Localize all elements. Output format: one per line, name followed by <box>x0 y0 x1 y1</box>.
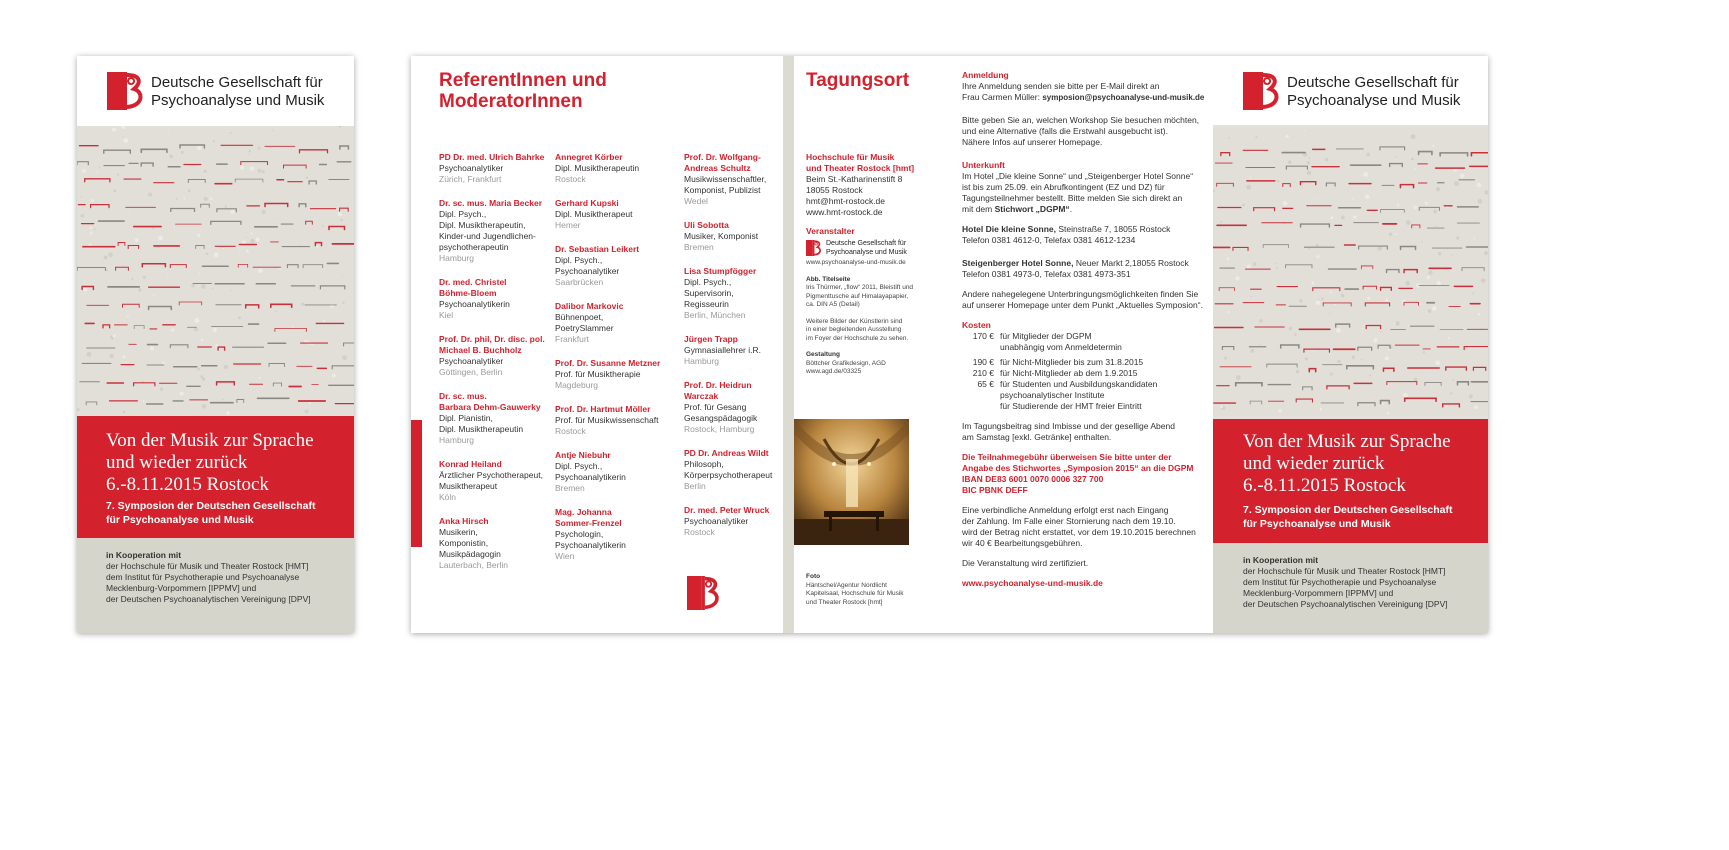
cover-title-block <box>77 416 354 538</box>
accommodation-heading: Unterkunft <box>962 160 1005 170</box>
price-row: für Studierende der HMT freier Eintritt <box>1000 401 1142 411</box>
referent-role: Psychoanalytiker <box>439 163 504 173</box>
referent-name: Dr. Sebastian Leikert <box>555 244 640 254</box>
referent-role: Gymnasiallehrer i.R. <box>684 345 761 355</box>
referent-entry <box>439 277 549 321</box>
referent-city: Köln <box>439 492 457 502</box>
referent-city: Berlin, München <box>684 310 746 320</box>
referent-role: Psychoanalytikerin <box>555 540 626 550</box>
website-link[interactable]: www.psychoanalyse-und-musik.de <box>962 578 1103 588</box>
society-logo-icon <box>806 240 822 256</box>
venue-heading: Tagungsort <box>806 70 910 91</box>
organizer-heading: Veranstalter <box>806 226 855 236</box>
referent-role: Psychoanalytikerin <box>555 472 626 482</box>
referent-name: Prof. Dr. Wolfgang- <box>684 152 761 162</box>
referent-role: Musikerin, <box>439 527 478 537</box>
referent-entry <box>555 301 675 345</box>
referent-name: Dr. sc. mus. Maria Becker <box>439 198 543 208</box>
referent-city: Hamburg <box>684 356 719 366</box>
referent-city: Kiel <box>439 310 454 320</box>
back-cover-header <box>1213 56 1488 125</box>
referent-role: Dipl. Musiktherapeutin <box>439 424 524 434</box>
organizer-url: www.psychoanalyse-und-musik.de <box>806 259 906 266</box>
referent-role: Musikwissenschaftler, <box>684 174 767 184</box>
referent-role: Komponist, Publizist <box>684 185 761 195</box>
referent-city: Göttingen, Berlin <box>439 367 503 377</box>
referent-name: Dr. sc. mus. <box>439 391 487 401</box>
registration-email[interactable]: symposion@psychoanalyse-und-musik.de <box>1042 93 1205 102</box>
referent-role: Dipl. Psych., <box>555 461 603 471</box>
price-list <box>962 331 1207 412</box>
referent-entry <box>439 152 549 185</box>
hall-photo <box>794 419 909 545</box>
referents-panel <box>411 56 783 633</box>
cover-artwork <box>77 126 354 416</box>
price-row: 65 € für Studenten und Ausbildungskandidaten <box>977 379 1158 389</box>
venue-panel: Tagungsort Hochschule für Musik und Theater Rostock [hmt] Beim St.-Katharinenstift 8 18055 Rostock hmt@hmt-rostock.de www.hmt-rostock.de Veranstalter Deutsche Gesellschaft für Psychoanalyse und Musik www.psychoanalyse-und-musik.de Abb. Titelseite Iris Thürmer, „flow“ 2011, Bleistift und Pigmenttusche auf Himalayapapier, ca. DIN A5 (Detail) Weitere Bilder der Künstlerin sind in einer begleitenden Ausstellung im Foyer der Hochschule zu sehen. Gestaltung Böttcher Grafikdesign, AGD www.agd.de/03325 Foto Häntschel/Agentur Nordlicht Kapitelsaal, Hochschule für Musik und Theater Rostock [hmt] <box>783 56 941 633</box>
referent-city: Berlin <box>684 481 706 491</box>
price-row: 190 € für Nicht-Mitglieder bis zum 31.8.2015 <box>972 357 1144 367</box>
referent-role: Dipl. Pianistin, <box>439 413 493 423</box>
referent-role: Musikpädagogin <box>439 549 501 559</box>
referent-name: Prof. Dr. phil, Dr. disc. pol. <box>439 334 545 344</box>
referent-role: Dipl. Musiktherapeut <box>555 209 633 219</box>
costs-heading: Kosten <box>962 320 991 330</box>
referent-city: Saarbrücken <box>555 277 604 287</box>
inside-spread <box>411 56 1488 633</box>
referent-role: Regisseurin <box>684 299 729 309</box>
society-logo-icon <box>1243 72 1281 110</box>
society-logo-icon <box>107 72 145 110</box>
referent-role: Dipl. Psych., <box>684 277 732 287</box>
price-row: 210 € für Nicht-Mitglieder ab dem 1.9.2015 <box>972 368 1138 378</box>
cover-subtitle: 7. Symposion der Deutschen Gesellschaft für Psychoanalyse und Musik <box>106 500 316 526</box>
organizer-logo: Deutsche Gesellschaft für Psychoanalyse und Musik <box>806 239 941 259</box>
referent-city: Wedel <box>684 196 708 206</box>
referent-entry <box>684 505 784 538</box>
back-cover-cooperation: in Kooperation mit der Hochschule für Musik und Theater Rostock [HMT] dem Institut für Psychotherapie und Psychoanalyse Mecklenburg-Vorpommern [IPPMV] und der Deutschen Psychoanalytischen Vereinigung [DPV] <box>1213 543 1488 633</box>
referent-entry <box>555 358 675 391</box>
referent-name: Lisa Stumpfögger <box>684 266 757 276</box>
referents-column-1 <box>439 152 549 584</box>
referent-entry <box>555 450 675 494</box>
referent-name: Andreas Schultz <box>684 163 751 173</box>
referent-role: Psychoanalytiker <box>555 266 620 276</box>
referent-role: Psychoanalytiker <box>439 356 504 366</box>
referent-name: Antje Niebuhr <box>555 450 611 460</box>
referent-city: Hamburg <box>439 435 474 445</box>
referent-role: Dipl. Musiktherapeutin, <box>439 220 526 230</box>
fold-strip <box>783 56 794 633</box>
referent-name: Anka Hirsch <box>439 516 489 526</box>
referent-name: Sommer-Frenzel <box>555 518 622 528</box>
referent-entry <box>684 152 784 207</box>
referent-city: Lauterbach, Berlin <box>439 560 508 570</box>
referent-name: Barbara Dehm-Gauwerky <box>439 402 541 412</box>
back-cover-title-block: Von der Musik zur Sprache und wieder zurück 6.-8.11.2015 Rostock 7. Symposion der Deutschen Gesellschaft für Psychoanalyse und Musik <box>1213 419 1488 543</box>
bic: BIC PBNK DEFF <box>962 485 1028 495</box>
referent-name: Gerhard Kupski <box>555 198 619 208</box>
referent-name: Uli Sobotta <box>684 220 729 230</box>
referent-entry <box>439 198 549 264</box>
referent-role: Kinder-und Jugendlichen- <box>439 231 536 241</box>
referent-role: Prof. für Musiktherapie <box>555 369 641 379</box>
referent-name: Böhme-Bloem <box>439 288 497 298</box>
registration-heading: Anmeldung <box>962 70 1009 80</box>
referent-entry <box>684 220 784 253</box>
referent-entry <box>439 459 549 503</box>
price-row: unabhängig vom Anmeldetermin <box>1000 342 1122 352</box>
back-cover-panel <box>1213 56 1488 633</box>
price-row: 170 € für Mitglieder der DGPM <box>972 331 1092 341</box>
referent-entry <box>439 516 549 571</box>
referent-role: Musiker, Komponist <box>684 231 759 241</box>
cover-title: Von der Musik zur Sprache und wieder zurück 6.-8.11.2015 Rostock <box>106 430 314 495</box>
referent-name: Dalibor Markovic <box>555 301 624 311</box>
society-logo-icon <box>684 576 724 610</box>
referent-name: Konrad Heiland <box>439 459 502 469</box>
referent-role: Psychoanalytiker <box>684 516 749 526</box>
back-cover-artwork <box>1213 125 1488 419</box>
referent-city: Wien <box>555 551 575 561</box>
referent-city: Magdeburg <box>555 380 599 390</box>
referent-city: Rostock, Hamburg <box>684 424 755 434</box>
referent-role: Prof. für Gesang <box>684 402 747 412</box>
referent-name: PD Dr. med. Ulrich Bahrke <box>439 152 545 162</box>
referent-entry <box>439 334 549 378</box>
front-cover <box>77 56 354 633</box>
referent-name: Dr. med. Peter Wruck <box>684 505 770 515</box>
referents-column-3 <box>684 152 784 551</box>
referent-city: Frankfurt <box>555 334 590 344</box>
referent-entry <box>684 266 784 321</box>
referent-entry <box>555 507 675 562</box>
referent-role: Psychologin, <box>555 529 604 539</box>
referent-role: Prof. für Musikwissenschaft <box>555 415 659 425</box>
referent-entry <box>555 198 675 231</box>
referent-city: Hamburg <box>439 253 474 263</box>
referent-city: Rostock <box>555 174 586 184</box>
referent-name: PD Dr. Andreas Wildt <box>684 448 769 458</box>
cover-cooperation: in Kooperation mit der Hochschule für Musik und Theater Rostock [HMT] dem Institut für Psychotherapie und Psychoanalyse Mecklenburg-Vorpommern [IPPMV] und der Deutschen Psychoanalytischen Vereinigung [DPV] <box>77 538 354 633</box>
referent-name: Mag. Johanna <box>555 507 612 517</box>
referent-name: Prof. Dr. Susanne Metzner <box>555 358 661 368</box>
referent-role: Philosoph, <box>684 459 724 469</box>
red-edge-mark <box>411 420 422 547</box>
referents-heading: ReferentInnen und ModeratorInnen <box>439 70 607 112</box>
iban: IBAN DE83 6001 0070 0006 327 700 <box>962 474 1104 484</box>
info-panel: Anmeldung Ihre Anmeldung senden sie bitte per E-Mail direkt an Frau Carmen Müller: symposion@psychoanalyse-und-musik.de Bitte geben Sie an, welchen Workshop Sie besuchen möchten, und eine Alternative (falls die Erstwahl ausgebucht ist). Nähere Infos auf unserer Homepage. Unterkunft Im Hotel „Die kleine Sonne“ und „Steigenberger Hotel Sonne“ ist bis zum 25.09. ein Abrufkontingent (EZ und DZ) für Tagungsteilnehmer bestellt. Bitte melden Sie sich direkt an mit dem Stichwort „DGPM“. Hotel Die kleine Sonne, Steinstraße 7, 18055 Rostock Telefon 0381 4612-0, Telefax 0381 4612-1234 Steigenberger Hotel Sonne, Neuer Markt 2,18055 Rostock Telefon 0381 4973-0, Telefax 0381 4973-351 Andere nahegelegene Unterbringungsmöglichkeiten finden Sie auf unserer Homepage unter dem Punkt „Aktuelles Symposion“. Kosten 170 € für Mitglieder der DGPM unabhängig vom Anmeldetermin 190 € für Nicht-Mitglieder bis zum 31.8.2015 210 € für Nicht-Mitglieder ab dem 1.9.2015 65 € für Studenten und Ausbildungskandidaten psychoanalytischer Institute für Studierende der HMT freier Eintritt Im Tagungsbeitrag sind Imbisse und der gesellige Abend am Samstag [exkl. Getränke] enthalten. Die Teilnahmegebühr überweisen Sie bitte unter der Angabe des Stichwortes „Symposion 2015“ an die DGPM IBAN DE83 6001 0070 0006 327 700 BIC PBNK DEFF Eine verbindliche Anmeldung erfolgt erst nach Eingang der Zahlung. Im Falle einer Stornierung nach dem 19.10. wird der Betrag nicht erstattet, vor dem 19.10.2015 berechnen wir 40 € Bearbeitungsgebühren. Die Veranstaltung wird zertifiziert. www.psychoanalyse-und-musik.de <box>962 70 1207 630</box>
referent-city: Zürich, Frankfurt <box>439 174 502 184</box>
referent-name: Dr. med. Christel <box>439 277 507 287</box>
referent-entry <box>684 380 784 435</box>
referent-city: Rostock <box>555 426 586 436</box>
referent-role: Bühnenpoet, <box>555 312 604 322</box>
referent-city: Bremen <box>684 242 714 252</box>
referent-name: Michael B. Buchholz <box>439 345 522 355</box>
referent-role: Musiktherapeut <box>439 481 498 491</box>
referent-role: PoetrySlammer <box>555 323 614 333</box>
referent-role: Dipl. Psych., <box>555 255 603 265</box>
referent-city: Rostock <box>684 527 715 537</box>
referent-entry <box>684 334 784 367</box>
referent-role: Dipl. Psych., <box>439 209 487 219</box>
referent-role: Gesangspädagogik <box>684 413 758 423</box>
referent-name: Annegret Körber <box>555 152 623 162</box>
referent-city: Hemer <box>555 220 581 230</box>
society-name: Deutsche Gesellschaft für Psychoanalyse und Musik <box>1287 74 1461 109</box>
referent-entry <box>555 152 675 185</box>
referent-entry <box>439 391 549 446</box>
referent-entry <box>555 404 675 437</box>
society-name: Deutsche Gesellschaft für Psychoanalyse und Musik <box>151 74 325 109</box>
referent-role: Ärztlicher Psychotherapeut, <box>439 470 543 480</box>
referent-entry <box>684 448 784 492</box>
referent-role: Körperpsychotherapeut <box>684 470 773 480</box>
referent-role: Komponistin, <box>439 538 489 548</box>
referents-column-2 <box>555 152 675 575</box>
cover-header <box>77 56 354 126</box>
referent-role: Supervisorin, <box>684 288 734 298</box>
referent-name: Prof. Dr. Heidrun Warczak <box>684 380 752 401</box>
referent-role: Psychoanalytikerin <box>439 299 510 309</box>
referent-name: Prof. Dr. Hartmut Möller <box>555 404 651 414</box>
price-row: psychoanalytischer Institute <box>1000 390 1105 400</box>
referent-role: Dipl. Musiktherapeutin <box>555 163 640 173</box>
referent-entry <box>555 244 675 288</box>
referent-city: Bremen <box>555 483 585 493</box>
referent-role: psychotherapeutin <box>439 242 509 252</box>
referent-name: Jürgen Trapp <box>684 334 738 344</box>
